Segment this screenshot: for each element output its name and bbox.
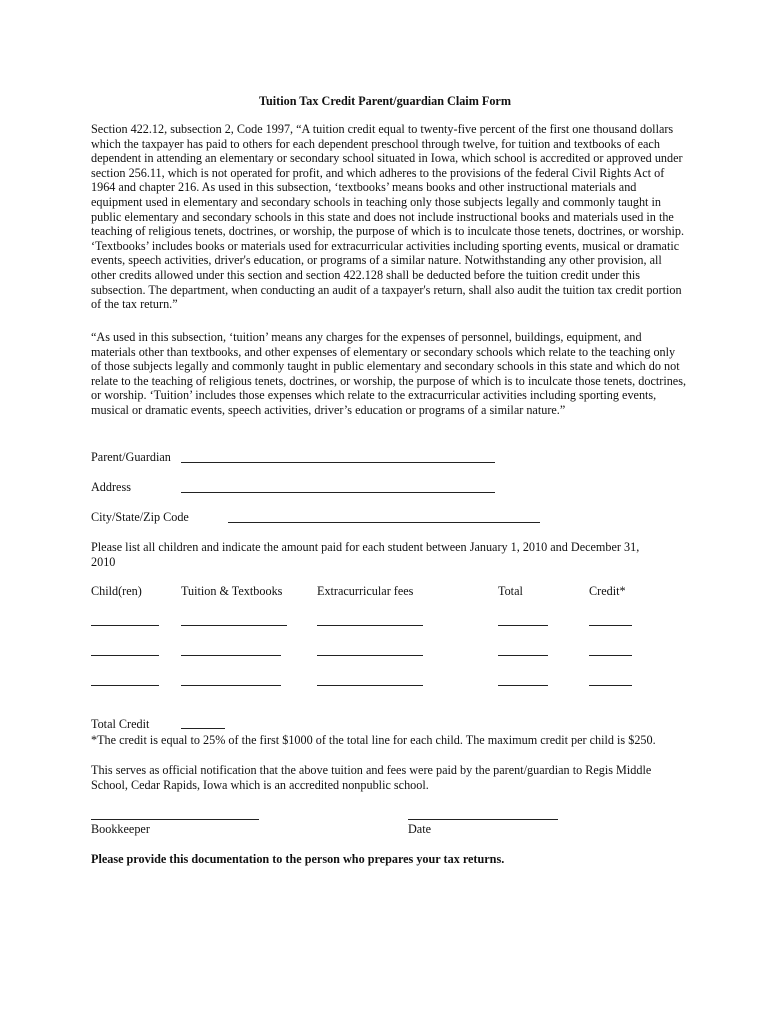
total-credit-field[interactable] (181, 728, 225, 729)
bookkeeper-label: Bookkeeper (91, 822, 150, 836)
row-3-tuition-field[interactable] (181, 685, 281, 686)
parent-guardian-field[interactable] (181, 462, 495, 463)
instruction-line-1: Please list all children and indicate the amount paid for each student between January 1, 2010 and December 31, (91, 540, 640, 554)
date-field[interactable] (408, 819, 558, 820)
row-2-tuition-field[interactable] (181, 655, 281, 656)
notification-line-2: School, Cedar Rapids, Iowa which is an accredited nonpublic school. (91, 778, 429, 792)
row-2-extracurricular-field[interactable] (317, 655, 423, 656)
row-3-extracurricular-field[interactable] (317, 685, 423, 686)
row-1-tuition-field[interactable] (181, 625, 287, 626)
bookkeeper-signature-field[interactable] (91, 819, 259, 820)
row-1-child-field[interactable] (91, 625, 159, 626)
header-extracurricular-fees: Extracurricular fees (317, 584, 414, 598)
row-3-total-field[interactable] (498, 685, 548, 686)
header-children: Child(ren) (91, 584, 142, 598)
parent-guardian-label: Parent/Guardian (91, 450, 171, 464)
row-2-total-field[interactable] (498, 655, 548, 656)
notification-line-1: This serves as official notification that the above tuition and fees were paid by the parent/guardian to Regis Middle (91, 763, 652, 777)
row-3-credit-field[interactable] (589, 685, 632, 686)
row-2-credit-field[interactable] (589, 655, 632, 656)
row-3-child-field[interactable] (91, 685, 159, 686)
total-credit-label: Total Credit (91, 717, 150, 731)
code-section-paragraph: Section 422.12, subsection 2, Code 1997, “A tuition credit equal to twenty-five percent of the first one thousand dollars which the taxpayer has paid to others for each dependent preschool through twelve, for tuition and textbooks of each dependent in attending an elementary or secondary school situated in Iowa, which school is accredited or approved under section 256.11, which is not operated for profit, and which adheres to the provisions of the federal Civil Rights Act of 1964 and chapter 216. As used in this subsection, ‘textbooks’ means books and other instructional materials and equipment used in elementary and secondary schools in teaching only those subjects legally and commonly taught in public elementary and secondary schools in this state and does not include instructional books and materials used in the teaching of religious tenets, doctrines, or worship, the purpose of which is to inculcate those tenets, doctrines, or worship. ‘Textbooks’ includes books or materials used for extracurricular activities including sporting events, musical or dramatic events, speech activities, driver's education, or programs of a similar nature. Notwithstanding any other provision, all other credits allowed under this section and section 422.128 shall be deducted before the tuition credit under this subsection. The department, when conducting an audit of a taxpayer's return, shall also audit the tuition tax credit portion of the tax return.” (91, 122, 684, 312)
address-field[interactable] (181, 492, 495, 493)
date-label: Date (408, 822, 432, 836)
form-title: Tuition Tax Credit Parent/guardian Claim Form (258, 94, 511, 108)
row-2-child-field[interactable] (91, 655, 159, 656)
row-1-credit-field[interactable] (589, 625, 632, 626)
row-1-extracurricular-field[interactable] (317, 625, 423, 626)
instruction-line-2: 2010 (91, 555, 116, 569)
credit-footnote: *The credit is equal to 25% of the first $1000 of the total line for each child. The maximum credit per child is $250. (91, 733, 656, 747)
header-total: Total (498, 584, 523, 598)
closing-instruction: Please provide this documentation to the person who prepares your tax returns. (91, 852, 505, 866)
address-label: Address (91, 480, 131, 494)
header-tuition-textbooks: Tuition & Textbooks (181, 584, 283, 598)
tuition-definition-paragraph: “As used in this subsection, ‘tuition’ means any charges for the expenses of personnel, buildings, equipment, and materials other than textbooks, and other expenses of elementary or secondary schools which relate to the teaching only of those subjects legally and commonly taught in public elementary and secondary schools in this state and which do not relate to the teaching of religious tenets, doctrines, or worship, the purpose of which is to inculcate those tenets, doctrines, or worship. ‘Tuition’ includes those expenses which relate to the extracurricular activities including sporting events, musical or dramatic events, speech activities, driver’s education or programs of a similar nature.” (91, 330, 686, 417)
city-state-zip-field[interactable] (228, 522, 540, 523)
row-1-total-field[interactable] (498, 625, 548, 626)
city-state-zip-label: City/State/Zip Code (91, 510, 189, 524)
header-credit: Credit* (589, 584, 626, 598)
